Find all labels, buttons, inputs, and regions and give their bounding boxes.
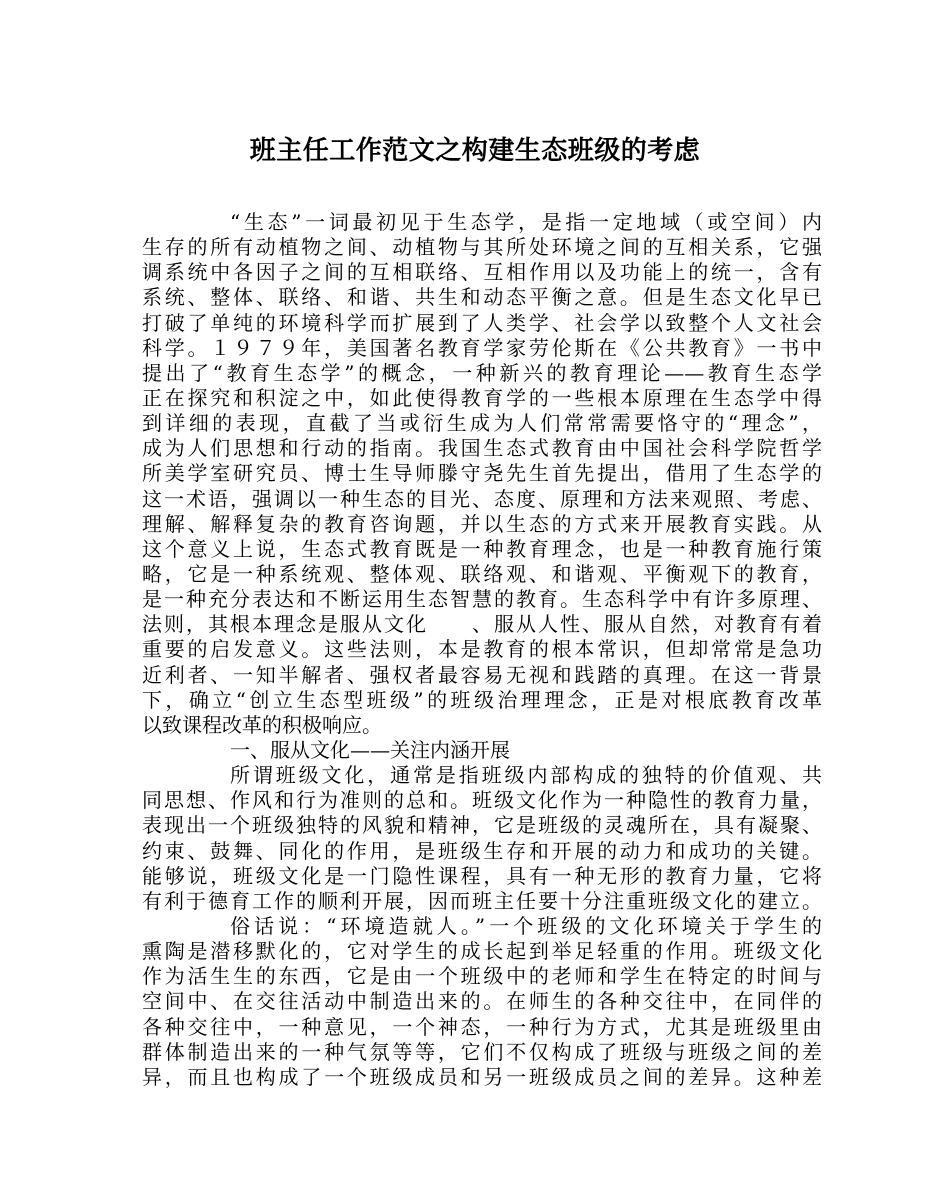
text-line: 熏陶是潜移默化的，它对学生的成长起到举足轻重的作用。班级文化 <box>142 939 822 964</box>
text-line: 俗话说：“环境造就人。”一个班级的文化环境关于学生的 <box>230 913 822 938</box>
text-line: 这个意义上说，生态式教育既是一种教育理念，也是一种教育施行策 <box>142 536 822 561</box>
text-line: 调系统中各因子之间的互相联络、互相作用以及功能上的统一，含有 <box>142 260 822 285</box>
text-line: 到详细的表现，直截了当或衍生成为人们常常需要恪守的“理念”， <box>142 411 822 436</box>
text-line: 下，确立“创立生态型班级”的班级治理理念，正是对根底教育改革 <box>142 687 822 712</box>
text-line: 重要的启发意义。这些法则，本是教育的根本常识，但却常常是急功 <box>142 637 822 662</box>
text-line: 同思想、作风和行为准则的总和。班级文化作为一种隐性的教育力量， <box>142 788 822 813</box>
text-line: 生存的所有动植物之间、动植物与其所处环境之间的互相关系，它强 <box>142 235 822 260</box>
text-line: 近利者、一知半解者、强权者最容易无视和践踏的真理。在这一背景 <box>142 662 822 687</box>
text-line: 能够说，班级文化是一门隐性课程，具有一种无形的教育力量，它将 <box>142 863 822 888</box>
text-line: 异，而且也构成了一个班级成员和另一班级成员之间的差异。这种差 <box>142 1064 822 1089</box>
text-line: 各种交往中，一种意见，一个神态，一种行为方式，尤其是班级里由 <box>142 1014 822 1039</box>
text-line: 系统、整体、联络、和谐、共生和动态平衡之意。但是生态文化早已 <box>142 285 822 310</box>
document-title: 班主任工作范文之构建生态班级的考虑 <box>249 136 701 166</box>
text-line: 正在探究和积淀之中，如此使得教育学的一些根本原理在生态学中得 <box>142 385 822 410</box>
text-line: 略，它是一种系统观、整体观、联络观、和谐观、平衡观下的教育， <box>142 561 822 586</box>
text-line: 空间中、在交往活动中制造出来的。在师生的各种交往中，在同伴的 <box>142 989 822 1014</box>
text-line: 法则，其根本理念是服从文化 、服从人性、服从自然，对教育有着 <box>142 612 822 637</box>
text-line: 所美学室研究员、博士生导师滕守尧先生首先提出，借用了生态学的 <box>142 461 822 486</box>
text-line: 是一种充分表达和不断运用生态智慧的教育。生态科学中有许多原理、 <box>142 587 822 612</box>
text-line: 以致课程改革的积极响应。 <box>142 712 382 737</box>
text-line: 表现出一个班级独特的风貌和精神，它是班级的灵魂所在，具有凝聚、 <box>142 813 822 838</box>
text-line: 打破了单纯的环境科学而扩展到了人类学、社会学以致整个人文社会 <box>142 310 822 335</box>
text-line: 科学。１９７９年，美国著名教育学家劳伦斯在《公共教育》一书中 <box>142 335 822 360</box>
text-line: 约束、鼓舞、同化的作用，是班级生存和开展的动力和成功的关键。 <box>142 838 822 863</box>
text-line: 作为活生生的东西，它是由一个班级中的老师和学生在特定的时间与 <box>142 964 822 989</box>
section-heading: 一、服从文化——关注内涵开展 <box>230 737 510 762</box>
text-line: 成为人们思想和行动的指南。我国生态式教育由中国社会科学院哲学 <box>142 436 822 461</box>
text-line: 这一术语，强调以一种生态的目光、态度、原理和方法来观照、考虑、 <box>142 486 822 511</box>
text-line: 提出了“教育生态学”的概念，一种新兴的教育理论——教育生态学 <box>142 360 822 385</box>
text-line: 群体制造出来的一种气氛等等，它们不仅构成了班级与班级之间的差 <box>142 1039 822 1064</box>
document-body <box>142 210 822 1090</box>
text-line: 理解、解释复杂的教育咨询题，并以生态的方式来开展教育实践。从 <box>142 511 822 536</box>
text-line: 所谓班级文化，通常是指班级内部构成的独特的价值观、共 <box>230 763 822 788</box>
text-line: 有利于德育工作的顺利开展，因而班主任要十分注重班级文化的建立。 <box>142 888 822 913</box>
text-line: “生态”一词最初见于生态学，是指一定地域（或空间）内 <box>230 210 822 234</box>
